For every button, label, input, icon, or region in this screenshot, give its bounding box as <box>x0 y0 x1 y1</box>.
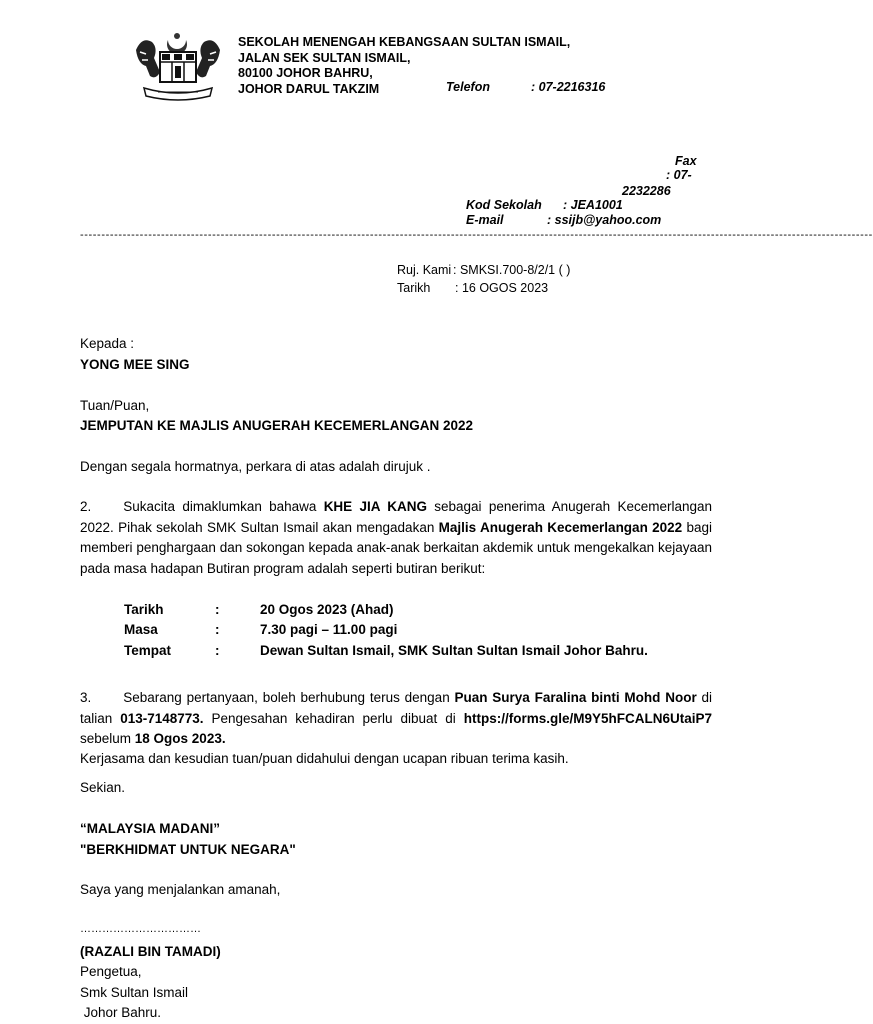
email-label: E-mail <box>466 213 504 227</box>
ruj-value: : SMKSI.700-8/2/1 ( ) <box>453 263 571 277</box>
signature-line: …………………………… <box>80 923 201 935</box>
detail-tempat-label: Tempat <box>124 643 172 658</box>
paragraph-3: 3. Sebarang pertanyaan, boleh berhubung terus dengan Puan Surya Faralina binti Mohd Noor di talian 013-7148773. Pengesahan kehadiran perlu dibuat di https://forms.gle/M9Y5hFCALN6UtaiP7 sebelum 18 Ogos 2023. <box>80 690 712 746</box>
recipient-name: YONG MEE SING <box>80 357 190 372</box>
detail-masa-sep: : <box>215 622 220 637</box>
intro-text: Dengan segala hormatnya, perkara di atas adalah dirujuk . <box>80 459 431 474</box>
signatory-school: Smk Sultan Ismail <box>80 985 189 1000</box>
detail-tempat-sep: : <box>215 643 220 658</box>
school-state: JOHOR DARUL TAKZIM <box>238 81 380 96</box>
signatory-name: (RAZALI BIN TAMADI) <box>80 944 221 959</box>
sekian-text: Sekian. <box>80 780 126 795</box>
tarikh-value: : 16 OGOS 2023 <box>455 281 549 295</box>
rsvp-link[interactable]: https://forms.gle/M9Y5hFCALN6UtaiP7 <box>463 710 712 726</box>
school-name: SEKOLAH MENENGAH KEBANGSAAN SULTAN ISMAIL, <box>238 35 571 49</box>
school-street: JALAN SEK SULTAN ISMAIL, <box>238 50 411 65</box>
amanah-text: Saya yang menjalankan amanah, <box>80 882 281 897</box>
detail-tempat-value: Dewan Sultan Ismail, SMK Sultan Sultan Ismail Johor Bahru. <box>260 643 648 658</box>
school-postcode: 80100 JOHOR BAHRU, <box>238 66 373 80</box>
ruj-label: Ruj. Kami <box>397 263 452 277</box>
detail-tarikh-value: 20 Ogos 2023 (Ahad) <box>260 602 394 617</box>
email-value: : ssijb@yahoo.com <box>547 213 662 227</box>
telefon-label: Telefon <box>446 80 490 94</box>
header-divider: ------------------------------------------------------------------------------------------------------------------------------------------------------------------------------------------ <box>80 229 873 241</box>
school-address <box>238 35 570 97</box>
tarikh-label: Tarikh <box>397 281 431 295</box>
signatory-city: Johor Bahru. <box>80 1005 162 1020</box>
kod-label: Kod Sekolah <box>466 198 542 212</box>
detail-masa-value: 7.30 pagi – 11.00 pagi <box>260 622 398 637</box>
detail-tarikh-sep: : <box>215 602 220 617</box>
paragraph-2: 2. Sukacita dimaklumkan bahawa KHE JIA KANG sebagai penerima Anugerah Kecemerlangan 2022. Pihak sekolah SMK Sultan Ismail akan mengadakan Majlis Anugerah Kecemerlangan 2022 bagi memberi penghargaan dan sokongan kepada anak-anak berkaitan akdemik untuk mengekalkan kejayaan pada masa hadapan Butiran program adalah seperti butiran berikut: <box>80 499 713 576</box>
fax-label: Fax <box>675 154 697 168</box>
slogan-madani: “MALAYSIA MADANI” <box>80 821 221 836</box>
fax-value-2: 2232286 <box>622 184 671 198</box>
thanks-text: Kerjasama dan kesudian tuan/puan didahului dengan ucapan ribuan terima kasih. <box>80 751 569 766</box>
detail-masa-label: Masa <box>124 622 158 637</box>
malaysia-coat-of-arms-icon <box>130 30 226 102</box>
telefon-value: : 07-2216316 <box>531 80 606 94</box>
salutation: Tuan/Puan, <box>80 398 150 413</box>
school-crest <box>130 30 226 102</box>
slogan-berkhidmat: "BERKHIDMAT UNTUK NEGARA" <box>80 842 296 857</box>
signatory-title: Pengetua, <box>80 964 142 979</box>
subject-heading: JEMPUTAN KE MAJLIS ANUGERAH KECEMERLANGAN 2022 <box>80 418 474 433</box>
kepada-label: Kepada : <box>80 336 135 351</box>
fax-value-1: : 07- <box>666 168 692 182</box>
kod-value: : JEA1001 <box>563 198 623 212</box>
detail-tarikh-label: Tarikh <box>124 602 164 617</box>
